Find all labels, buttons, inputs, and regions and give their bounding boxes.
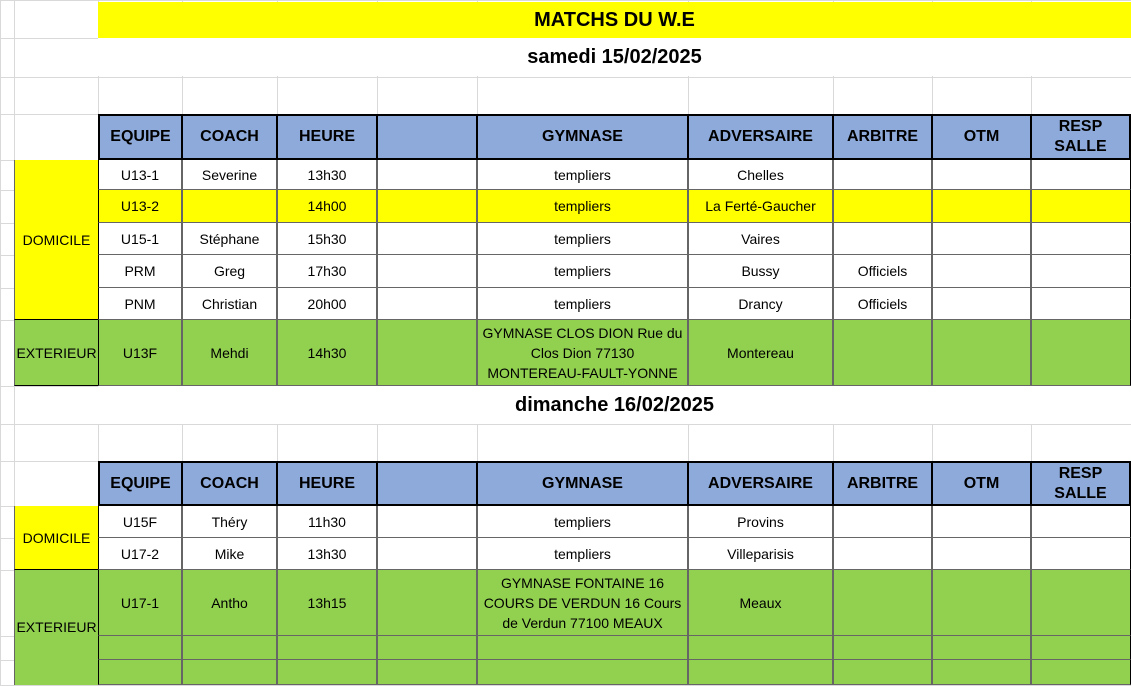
table-cell-equipe[interactable] — [98, 636, 182, 660]
table-cell-arbitre[interactable] — [833, 160, 932, 190]
table-cell-gymnase[interactable]: templiers — [477, 255, 688, 288]
table-cell-blank[interactable] — [377, 506, 477, 538]
column-header[interactable]: RESP SALLE — [1031, 461, 1131, 506]
table-cell-equipe[interactable]: U15F — [98, 506, 182, 538]
column-header[interactable]: OTM — [932, 461, 1031, 506]
table-cell-otm[interactable] — [932, 506, 1031, 538]
day-date[interactable]: dimanche 16/02/2025 — [98, 386, 1131, 424]
table-cell-coach[interactable] — [182, 660, 277, 685]
table-cell-gymnase[interactable]: GYMNASE CLOS DION Rue du Clos Dion 77130 MONTEREAU-FAULT-YONNE — [477, 320, 688, 386]
table-cell-heure[interactable]: 14h30 — [277, 320, 377, 386]
table-cell-resp[interactable] — [1031, 160, 1131, 190]
table-cell-adversaire[interactable]: Chelles — [688, 160, 833, 190]
column-header[interactable]: RESP SALLE — [1031, 114, 1131, 160]
table-cell-otm[interactable] — [932, 223, 1031, 255]
table-cell-heure[interactable] — [277, 660, 377, 685]
grid-line — [0, 424, 1131, 425]
exterieur-label[interactable]: EXTERIEUR — [14, 570, 98, 685]
column-header[interactable]: COACH — [182, 114, 277, 160]
column-header[interactable]: ADVERSAIRE — [688, 114, 833, 160]
column-header[interactable]: EQUIPE — [98, 461, 182, 506]
table-cell-adversaire[interactable]: Villeparisis — [688, 538, 833, 570]
table-cell-gymnase[interactable]: templiers — [477, 160, 688, 190]
grid-line — [0, 0, 1131, 1]
table-cell-heure[interactable]: 15h30 — [277, 223, 377, 255]
exterieur-label[interactable]: EXTERIEUR — [14, 320, 98, 386]
table-cell-blank[interactable] — [377, 570, 477, 636]
column-header[interactable]: OTM — [932, 114, 1031, 160]
table-cell-coach[interactable]: Mike — [182, 538, 277, 570]
table-cell-otm[interactable] — [932, 288, 1031, 320]
table-cell-resp[interactable] — [1031, 538, 1131, 570]
table-cell-coach[interactable]: Mehdi — [182, 320, 277, 386]
table-cell-heure[interactable]: 20h00 — [277, 288, 377, 320]
table-cell-blank[interactable] — [377, 320, 477, 386]
table-cell-equipe[interactable] — [98, 660, 182, 685]
table-cell-adversaire[interactable]: Bussy — [688, 255, 833, 288]
table-cell-heure[interactable] — [277, 636, 377, 660]
table-cell-adversaire[interactable]: Drancy — [688, 288, 833, 320]
table-cell-adversaire[interactable]: Vaires — [688, 223, 833, 255]
table-cell-otm[interactable] — [932, 636, 1031, 660]
day-date[interactable]: samedi 15/02/2025 — [98, 38, 1131, 76]
table-cell-coach[interactable]: Christian — [182, 288, 277, 320]
table-cell-arbitre[interactable] — [833, 506, 932, 538]
table-cell-coach[interactable]: Stéphane — [182, 223, 277, 255]
table-cell-blank[interactable] — [377, 660, 477, 685]
table-cell-gymnase[interactable] — [477, 660, 688, 685]
table-cell-adversaire[interactable]: Provins — [688, 506, 833, 538]
table-cell-resp[interactable] — [1031, 636, 1131, 660]
column-header[interactable]: ARBITRE — [833, 114, 932, 160]
table-cell-equipe[interactable]: PNM — [98, 288, 182, 320]
table-cell-otm[interactable] — [932, 190, 1031, 223]
table-cell-otm[interactable] — [932, 255, 1031, 288]
table-cell-arbitre[interactable]: Officiels — [833, 255, 932, 288]
table-cell-otm[interactable] — [932, 538, 1031, 570]
table-cell-arbitre[interactable] — [833, 223, 932, 255]
table-cell-adversaire[interactable] — [688, 660, 833, 685]
table-cell-resp[interactable] — [1031, 223, 1131, 255]
table-cell-heure[interactable]: 17h30 — [277, 255, 377, 288]
table-cell-adversaire[interactable]: Meaux — [688, 570, 833, 636]
table-cell-equipe[interactable]: U13-2 — [98, 190, 182, 223]
table-cell-equipe[interactable]: U15-1 — [98, 223, 182, 255]
table-cell-arbitre[interactable] — [833, 660, 932, 685]
table-cell-blank[interactable] — [377, 160, 477, 190]
page-title[interactable]: MATCHS DU W.E — [98, 2, 1131, 38]
table-cell-equipe[interactable]: U13F — [98, 320, 182, 386]
table-cell-equipe[interactable]: U17-2 — [98, 538, 182, 570]
table-cell-gymnase[interactable] — [477, 636, 688, 660]
table-cell-blank[interactable] — [377, 636, 477, 660]
table-cell-gymnase[interactable]: templiers — [477, 223, 688, 255]
table-cell-heure[interactable]: 13h30 — [277, 538, 377, 570]
table-cell-heure[interactable]: 13h15 — [277, 570, 377, 636]
table-cell-equipe[interactable]: U17-1 — [98, 570, 182, 636]
table-cell-coach[interactable]: Théry — [182, 506, 277, 538]
table-cell-adversaire[interactable]: La Ferté-Gaucher — [688, 190, 833, 223]
table-cell-arbitre[interactable] — [833, 320, 932, 386]
table-cell-equipe[interactable]: PRM — [98, 255, 182, 288]
column-header[interactable] — [377, 114, 477, 160]
column-header[interactable]: HEURE — [277, 114, 377, 160]
table-cell-heure[interactable]: 14h00 — [277, 190, 377, 223]
table-cell-gymnase[interactable]: GYMNASE FONTAINE 16 COURS DE VERDUN 16 Cours de Verdun 77100 MEAUX — [477, 570, 688, 636]
table-cell-resp[interactable] — [1031, 255, 1131, 288]
table-cell-heure[interactable]: 13h30 — [277, 160, 377, 190]
column-header[interactable]: EQUIPE — [98, 114, 182, 160]
table-cell-coach[interactable]: Severine — [182, 160, 277, 190]
grid-line — [0, 0, 1, 685]
table-cell-gymnase[interactable]: templiers — [477, 538, 688, 570]
table-cell-otm[interactable] — [932, 660, 1031, 685]
table-cell-coach[interactable] — [182, 636, 277, 660]
table-cell-gymnase[interactable]: templiers — [477, 288, 688, 320]
table-cell-blank[interactable] — [377, 288, 477, 320]
column-header[interactable]: GYMNASE — [477, 114, 688, 160]
column-header[interactable]: ARBITRE — [833, 461, 932, 506]
table-cell-resp[interactable] — [1031, 288, 1131, 320]
table-cell-resp[interactable] — [1031, 190, 1131, 223]
table-cell-adversaire[interactable] — [688, 636, 833, 660]
table-cell-resp[interactable] — [1031, 570, 1131, 636]
grid-line — [0, 77, 1131, 78]
domicile-label[interactable]: DOMICILE — [14, 160, 98, 320]
table-cell-resp[interactable] — [1031, 660, 1131, 685]
column-header[interactable]: ADVERSAIRE — [688, 461, 833, 506]
table-cell-otm[interactable] — [932, 570, 1031, 636]
table-cell-equipe[interactable]: U13-1 — [98, 160, 182, 190]
column-header[interactable]: HEURE — [277, 461, 377, 506]
table-cell-coach[interactable]: Greg — [182, 255, 277, 288]
table-cell-arbitre[interactable]: Officiels — [833, 288, 932, 320]
table-cell-resp[interactable] — [1031, 506, 1131, 538]
column-header[interactable]: GYMNASE — [477, 461, 688, 506]
table-cell-coach[interactable]: Antho — [182, 570, 277, 636]
table-cell-otm[interactable] — [932, 160, 1031, 190]
table-cell-blank[interactable] — [377, 190, 477, 223]
table-cell-adversaire[interactable]: Montereau — [688, 320, 833, 386]
table-cell-coach[interactable] — [182, 190, 277, 223]
table-cell-gymnase[interactable]: templiers — [477, 190, 688, 223]
table-cell-heure[interactable]: 11h30 — [277, 506, 377, 538]
table-cell-resp[interactable] — [1031, 320, 1131, 386]
domicile-label[interactable]: DOMICILE — [14, 506, 98, 570]
table-cell-arbitre[interactable] — [833, 190, 932, 223]
table-cell-blank[interactable] — [377, 255, 477, 288]
table-cell-arbitre[interactable] — [833, 570, 932, 636]
table-cell-blank[interactable] — [377, 223, 477, 255]
table-cell-blank[interactable] — [377, 538, 477, 570]
table-cell-arbitre[interactable] — [833, 636, 932, 660]
column-header[interactable] — [377, 461, 477, 506]
table-cell-arbitre[interactable] — [833, 538, 932, 570]
table-cell-otm[interactable] — [932, 320, 1031, 386]
column-header[interactable]: COACH — [182, 461, 277, 506]
table-cell-gymnase[interactable]: templiers — [477, 506, 688, 538]
